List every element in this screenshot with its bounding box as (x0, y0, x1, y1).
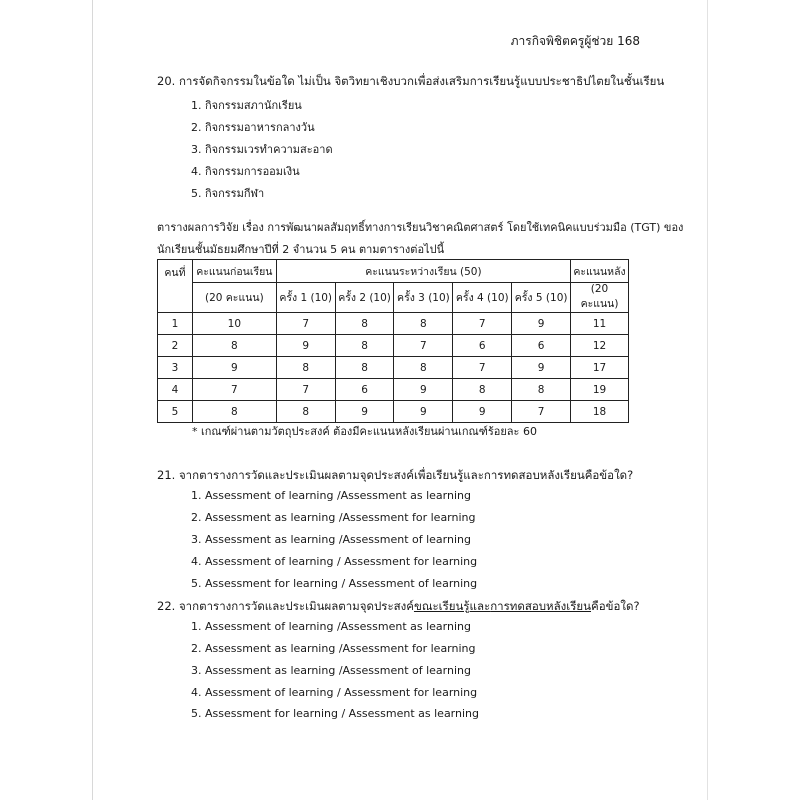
header-posttest-1: คะแนนหลัง (571, 260, 629, 283)
table-intro-line-2: นักเรียนชั้นมัธยมศึกษาปีที่ 2 จำนวน 5 คน ตามตารางต่อไปนี้ (157, 243, 445, 256)
table-row (158, 379, 629, 401)
table-cell: 17 (571, 357, 629, 379)
table-cell: 19 (571, 379, 629, 401)
header-round-3: ครั้ง 3 (10) (394, 283, 453, 313)
q22-option-5: 5. Assessment for learning / Assessment as learning (191, 707, 479, 720)
header-pretest-1: คะแนนก่อนเรียน (192, 260, 276, 283)
header-posttest-2: (20 คะแนน) (571, 283, 629, 313)
q21-option-1: 1. Assessment of learning /Assessment as learning (191, 489, 471, 502)
q22-option-3: 3. Assessment as learning /Assessment of learning (191, 664, 471, 677)
q22-text-c: คือข้อใด? (591, 599, 640, 613)
score-table (157, 259, 629, 423)
table-cell: 12 (571, 335, 629, 357)
q20-option-3: 3. กิจกรรมเวรทำความสะอาด (191, 143, 333, 156)
page-edge-right (707, 0, 708, 800)
table-cell: 7 (512, 401, 571, 423)
table-cell: 7 (276, 313, 335, 335)
table-row (158, 401, 629, 423)
q22-option-4: 4. Assessment of learning / Assessment for learning (191, 686, 478, 699)
q20-option-1: 1. กิจกรรมสภานักเรียน (191, 99, 302, 112)
page-header: ภารกิจพิชิตครูผู้ช่วย 168 (510, 34, 640, 48)
question-22 (157, 598, 640, 616)
q21-option-3: 3. Assessment as learning /Assessment of learning (191, 533, 471, 546)
table-cell: 11 (571, 313, 629, 335)
table-cell: 8 (192, 401, 276, 423)
header-student-no: คนที่ (158, 260, 193, 313)
table-cell: 9 (512, 313, 571, 335)
table-cell: 3 (158, 357, 193, 379)
table-cell: 8 (394, 313, 453, 335)
q22-underline-during: ขณะเรียนรู้ (413, 599, 470, 613)
header-round-5: ครั้ง 5 (10) (512, 283, 571, 313)
question-20: 20. การจัดกิจกรรมในข้อใด ไม่เป็น จิตวิทยาเชิงบวกเพื่อส่งเสริมการเรียนรู้แบบประชาธิปไตยในชั้นเรียน (157, 74, 665, 88)
table-cell: 7 (453, 313, 512, 335)
table-cell: 9 (512, 357, 571, 379)
q22-option-1: 1. Assessment of learning /Assessment as learning (191, 620, 471, 633)
page-edge-left (92, 0, 93, 800)
header-round-1: ครั้ง 1 (10) (276, 283, 335, 313)
table-row (158, 357, 629, 379)
table-cell: 1 (158, 313, 193, 335)
q22-text-and: และ (469, 599, 491, 613)
header-round-4: ครั้ง 4 (10) (453, 283, 512, 313)
table-row (158, 313, 629, 335)
table-cell: 8 (335, 357, 394, 379)
table-cell: 10 (192, 313, 276, 335)
q20-option-2: 2. กิจกรรมอาหารกลางวัน (191, 121, 315, 134)
table-cell: 7 (394, 335, 453, 357)
table-cell: 4 (158, 379, 193, 401)
table-cell: 9 (453, 401, 512, 423)
table-cell: 8 (335, 313, 394, 335)
table-cell: 2 (158, 335, 193, 357)
table-cell: 8 (394, 357, 453, 379)
q20-option-5: 5. กิจกรรมกีฬา (191, 187, 265, 200)
table-cell: 7 (192, 379, 276, 401)
table-cell: 5 (158, 401, 193, 423)
table-cell: 7 (453, 357, 512, 379)
table-cell: 18 (571, 401, 629, 423)
pass-criteria-note: * เกณฑ์ผ่านตามวัตถุประสงค์ ต้องมีคะแนนหลังเรียนผ่านเกณฑ์ร้อยละ 60 (192, 425, 537, 438)
table-cell: 8 (192, 335, 276, 357)
q22-text-a: 22. จากตารางการวัดและประเมินผลตามจุดประสงค์ (157, 599, 414, 613)
table-cell: 8 (276, 357, 335, 379)
table-cell: 8 (453, 379, 512, 401)
header-during: คะแนนระหว่างเรียน (50) (276, 260, 570, 283)
q22-option-2: 2. Assessment as learning /Assessment for learning (191, 642, 476, 655)
header-round-2: ครั้ง 2 (10) (335, 283, 394, 313)
table-cell: 9 (394, 401, 453, 423)
table-cell: 9 (335, 401, 394, 423)
q21-option-4: 4. Assessment of learning / Assessment for learning (191, 555, 478, 568)
table-cell: 8 (512, 379, 571, 401)
q21-option-5: 5. Assessment for learning / Assessment of learning (191, 577, 478, 590)
question-21: 21. จากตารางการวัดและประเมินผลตามจุดประสงค์เพื่อเรียนรู้และการทดสอบหลังเรียนคือข้อใด? (157, 468, 634, 482)
q21-option-2: 2. Assessment as learning /Assessment for learning (191, 511, 476, 524)
table-cell: 7 (276, 379, 335, 401)
table-row (158, 335, 629, 357)
table-cell: 9 (394, 379, 453, 401)
page-margin (0, 0, 92, 800)
table-cell: 9 (192, 357, 276, 379)
table-intro-line-1: ตารางผลการวิจัย เรื่อง การพัฒนาผลสัมฤทธิ์ทางการเรียนวิชาคณิตศาสตร์ โดยใช้เทคนิคแบบร่วมมือ (TGT) ของ (157, 221, 684, 234)
q20-option-4: 4. กิจกรรมการออมเงิน (191, 165, 300, 178)
table-cell: 8 (276, 401, 335, 423)
table-cell: 6 (512, 335, 571, 357)
table-cell: 9 (276, 335, 335, 357)
table-cell: 8 (335, 335, 394, 357)
header-pretest-2: (20 คะแนน) (192, 283, 276, 313)
q22-underline-posttest: การทดสอบหลังเรียน (490, 599, 592, 613)
table-cell: 6 (453, 335, 512, 357)
table-cell: 6 (335, 379, 394, 401)
